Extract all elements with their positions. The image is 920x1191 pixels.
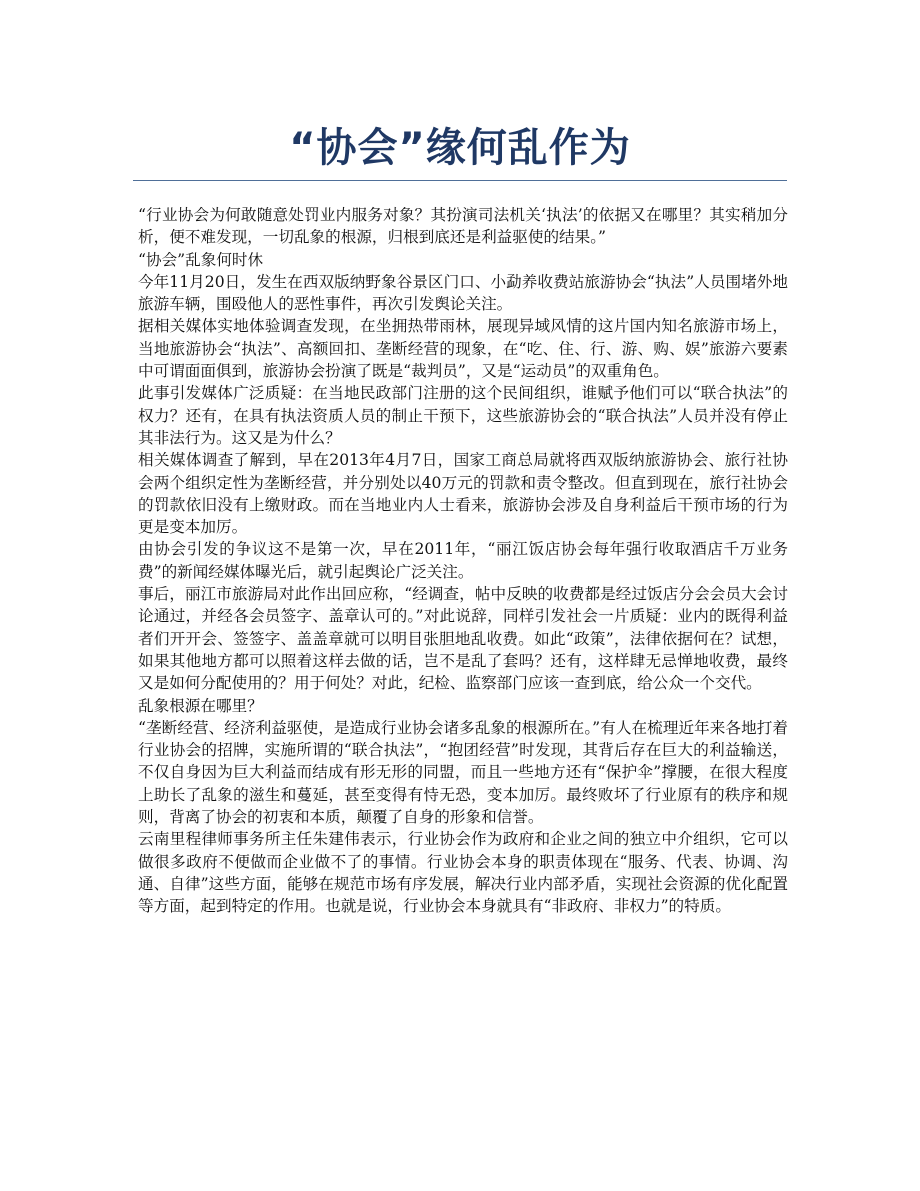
title-divider bbox=[133, 180, 787, 181]
paragraph: 相关媒体调查了解到，早在2013年4月7日，国家工商总局就将西双版纳旅游协会、旅行社协会两个组织定性为垄断经营，并分别处以40万元的罚款和责令整改。但直到现在，旅行社协会的罚款依旧没有上缴财政。而在当地业内人士看来，旅游协会涉及自身利益后干预市场的行为更是变本加厉。 bbox=[138, 451, 788, 537]
paragraph: 事后，丽江市旅游局对此作出回应称，“经调查，帖中反映的收费都是经过饭店分会会员大会讨论通过，并经各会员签字、盖章认可的。”对此说辞，同样引发社会一片质疑：业内的既得利益者们开开会、签签字、盖盖章就可以明目张胆地乱收费。如此“政策”，法律依据何在？试想，如果其他地方都可以照着这样去做的话，岂不是乱了套吗？还有，这样肆无忌惮地收费，最终又是如何分配使用的？用于何处？对此，纪检、监察部门应该一查到底，给公众一个交代。 bbox=[138, 585, 788, 693]
section-heading-2: 乱象根源在哪里？ bbox=[138, 696, 263, 715]
paragraph: 据相关媒体实地体验调查发现，在坐拥热带雨林，展现异域风情的这片国内知名旅游市场上，当地旅游协会“执法”、高额回扣、垄断经营的现象，在“吃、住、行、游、购、娱”旅游六要素中可谓面面俱到，旅游协会扮演了既是“裁判员”，又是“运动员”的双重角色。 bbox=[138, 317, 788, 381]
section-heading-1: “协会”乱象何时休 bbox=[138, 250, 264, 269]
paragraph: 此事引发媒体广泛质疑：在当地民政部门注册的这个民间组织，谁赋予他们可以“联合执法”的权力？还有，在具有执法资质人员的制止干预下，这些旅游协会的“联合执法”人员并没有停止其非法行为。这又是为什么？ bbox=[138, 384, 788, 447]
paragraph-lead: “行业协会为何敢随意处罚业内服务对象？其扮演司法机关‘执法’的依据又在哪里？其实稍加分析，便不难发现，一切乱象的根源，归根到底还是利益驱使的结果。” bbox=[138, 206, 788, 247]
paragraph: 由协会引发的争议这不是第一次，早在2011年，“丽江饭店协会每年强行收取酒店千万业务费”的新闻经媒体曝光后，就引起舆论广泛关注。 bbox=[138, 540, 788, 581]
paragraph: “垄断经营、经济利益驱使，是造成行业协会诸多乱象的根源所在。”有人在梳理近年来各地打着行业协会的招牌，实施所谓的“联合执法”，“抱团经营”时发现，其背后存在巨大的利益输送，不仅自身因为巨大利益而结成有形无形的同盟，而且一些地方还有“保护伞”撑腰，在很大程度上助长了乱象的滋生和蔓延，甚至变得有恃无恐，变本加厉。最终败坏了行业原有的秩序和规则，背离了协会的初衷和本质，颠覆了自身的形象和信誉。 bbox=[138, 718, 788, 827]
page-title: “协会”缘何乱作为 bbox=[289, 125, 631, 171]
paragraph: 云南里程律师事务所主任朱建伟表示，行业协会作为政府和企业之间的独立中介组织，它可以做很多政府不便做而企业做不了的事情。行业协会本身的职责体现在“服务、代表、协调、沟通、自律”这些方面，能够在规范市场有序发展，解决行业内部矛盾，实现社会资源的优化配置等方面，起到特定的作用。也就是说，行业协会本身就具有“非政府、非权力”的特质。 bbox=[138, 830, 788, 916]
article-body bbox=[138, 204, 788, 918]
paragraph: 今年11月20日，发生在西双版纳野象谷景区门口、小勐养收费站旅游协会“执法”人员围堵外地旅游车辆，围殴他人的恶性事件，再次引发舆论关注。 bbox=[138, 272, 788, 314]
